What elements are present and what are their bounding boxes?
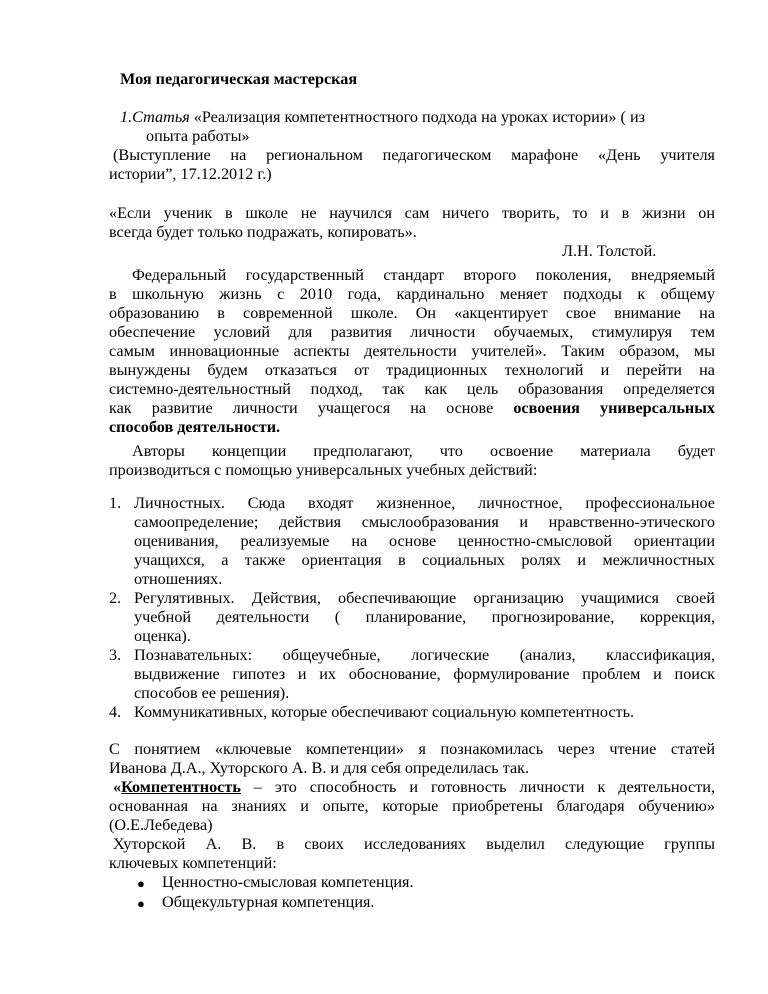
list-item-2-number: 2.: [109, 589, 122, 607]
definition-term: Компетентность: [121, 778, 241, 796]
paragraph-1-line-1: Федеральный государственный стандарт второго поколения, внедряемый: [132, 266, 715, 284]
definition-line-2: основанная на знаниях и опыте, которые приобретены благодаря обучению»: [109, 797, 715, 815]
list-item-3-line-3: способов ее решения).: [134, 684, 290, 702]
list-item-2-line-1: Регулятивных. Действия, обеспечивающие организацию учащимися своей: [134, 589, 715, 607]
epigraph-line-2: всегда будет только подражать, копировать».: [109, 223, 417, 241]
paragraph-1-line-6: вынуждены будем отказаться от традиционных технологий и перейти на: [109, 361, 715, 379]
list-item-1-line-1: Личностных. Сюда входят жизненное, личностное, профессиональное: [134, 494, 715, 512]
definition-source: (О.Е.Лебедева): [109, 816, 213, 834]
article-title-line-2: опыта работы»: [146, 127, 250, 145]
list-item-3-line-1: Познавательных: общеучебные, логические (анализ, классификация,: [134, 646, 715, 664]
epigraph-line-1: «Если ученик в школе не научился сам ничего творить, то и в жизни он: [109, 204, 715, 222]
epigraph-author: Л.Н. Толстой.: [562, 242, 657, 260]
list-item-3-line-2: выдвижение гипотез и их обоснование, формулирование проблем и поиск: [134, 665, 715, 683]
list-item-1-line-5: отношениях.: [134, 570, 223, 588]
list-item-4-line-1: Коммуникативных, которые обеспечивают социальную компетентность.: [134, 703, 635, 721]
list-item-1-number: 1.: [109, 494, 122, 512]
paragraph-4-line-1: Хуторской А. В. в своих исследованиях выделил следующие группы: [113, 835, 715, 853]
paragraph-1-line-7: системно-деятельностный подход, так как цель образования определяется: [109, 380, 715, 398]
article-title-text: «Реализация компетентностного подхода на уроках истории» ( из: [189, 108, 646, 126]
paragraph-1-line-8: [109, 399, 715, 418]
list-item-1-line-4: учащихся, а также ориентация в социальных ролях и межличностных: [134, 551, 715, 569]
paragraph-2-line-1: Авторы концепции предполагают, что освоение материала будет: [132, 442, 715, 460]
bullet-item-2: Общекультурная компетенция.: [162, 893, 375, 911]
paragraph-3-line-2: Иванова Д.А., Хуторского А. В. и для себя определилась так.: [109, 759, 530, 777]
bullet-dot-icon: ●: [137, 876, 145, 891]
paragraph-1-line-2: в школьную жизнь с 2010 года, кардинально меняет подходы к общему: [109, 285, 715, 303]
list-item-4-number: 4.: [109, 703, 122, 721]
definition-text: – это способность и готовность личности к деятельности,: [240, 778, 715, 796]
paragraph-1-line-5: самым инновационные аспекты деятельности учителей». Таким образом, мы: [109, 342, 715, 360]
list-item-2-line-3: оценка).: [134, 627, 191, 645]
paragraph-4-line-2: ключевых компетенций:: [109, 854, 277, 872]
article-label: Статья: [132, 108, 190, 126]
list-item-2-line-2: учебной деятельности ( планирование, прогнозирование, коррекция,: [134, 608, 715, 626]
bullet-dot-icon: ●: [137, 896, 145, 911]
paragraph-1-line-3: образованию в современной школе. Он «акцентирует свое внимание на: [109, 304, 715, 322]
definition-line-1: [113, 778, 715, 797]
article-title-line-1: [120, 108, 645, 127]
bullet-item-1: Ценностно-смысловая компетенция.: [162, 873, 414, 891]
list-item-1-line-3: оценивания, реализуемые на основе ценностно-смысловой ориентации: [134, 532, 715, 550]
definition-open-quote: «: [113, 778, 122, 796]
paragraph-1-line-9: способов деятельности.: [109, 418, 281, 436]
list-item-3-number: 3.: [109, 646, 122, 664]
paragraph-3-line-1: С понятием «ключевые компетенции» я познакомилась через чтение статей: [109, 740, 715, 758]
article-venue-line-1: (Выступление на региональном педагогическом марафоне «День учителя: [113, 146, 715, 164]
paragraph-1-line-4: обеспечение условий для развития личности обучаемых, стимулируя тем: [109, 323, 715, 341]
paragraph-1-line-8-text: как развитие личности учащегося на основе: [109, 399, 514, 417]
paragraph-2-line-2: производиться с помощью универсальных учебных действий:: [109, 461, 538, 479]
article-number: 1.: [120, 108, 133, 126]
list-item-1-line-2: самоопределение; действия смыслообразования и нравственно-этического: [134, 513, 715, 531]
document-title: Моя педагогическая мастерская: [120, 70, 358, 88]
article-venue-line-2: истории”, 17.12.2012 г.): [109, 165, 272, 183]
paragraph-1-bold-phrase: освоения универсальных: [513, 399, 715, 417]
